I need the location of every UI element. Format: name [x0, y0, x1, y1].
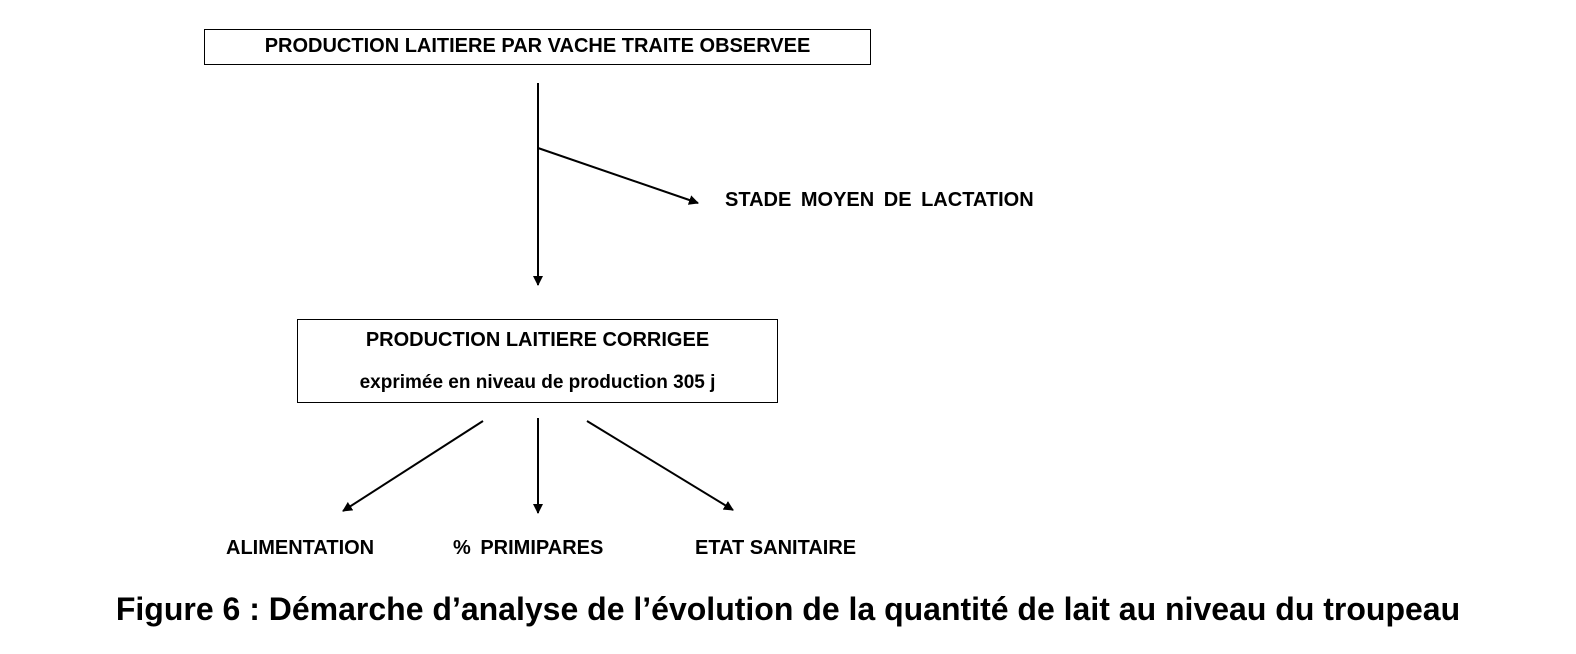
figure-caption: Figure 6 : Démarche d’analyse de l’évolution de la quantité de lait au niveau du troupeau	[115, 591, 1461, 627]
stade-lactation-label: STADE MOYEN DE LACTATION	[725, 189, 1034, 211]
alimentation-label: ALIMENTATION	[226, 537, 375, 559]
branch-arrow-stade	[538, 148, 698, 203]
etat-sanitaire-label: ETAT SANITAIRE	[695, 537, 857, 559]
corrected-production-title: PRODUCTION LAITIERE CORRIGEE	[365, 329, 710, 351]
arrow-to-alimentation	[343, 421, 483, 511]
corrected-production-box	[297, 319, 778, 403]
observed-production-box	[204, 29, 871, 65]
corrected-production-subtitle: exprimée en niveau de production 305 j	[359, 372, 716, 393]
observed-production-label: PRODUCTION LAITIERE PAR VACHE TRAITE OBSERVEE	[264, 35, 811, 57]
primipares-label: % PRIMIPARES	[453, 537, 604, 559]
arrow-to-etat-sanitaire	[587, 421, 733, 510]
